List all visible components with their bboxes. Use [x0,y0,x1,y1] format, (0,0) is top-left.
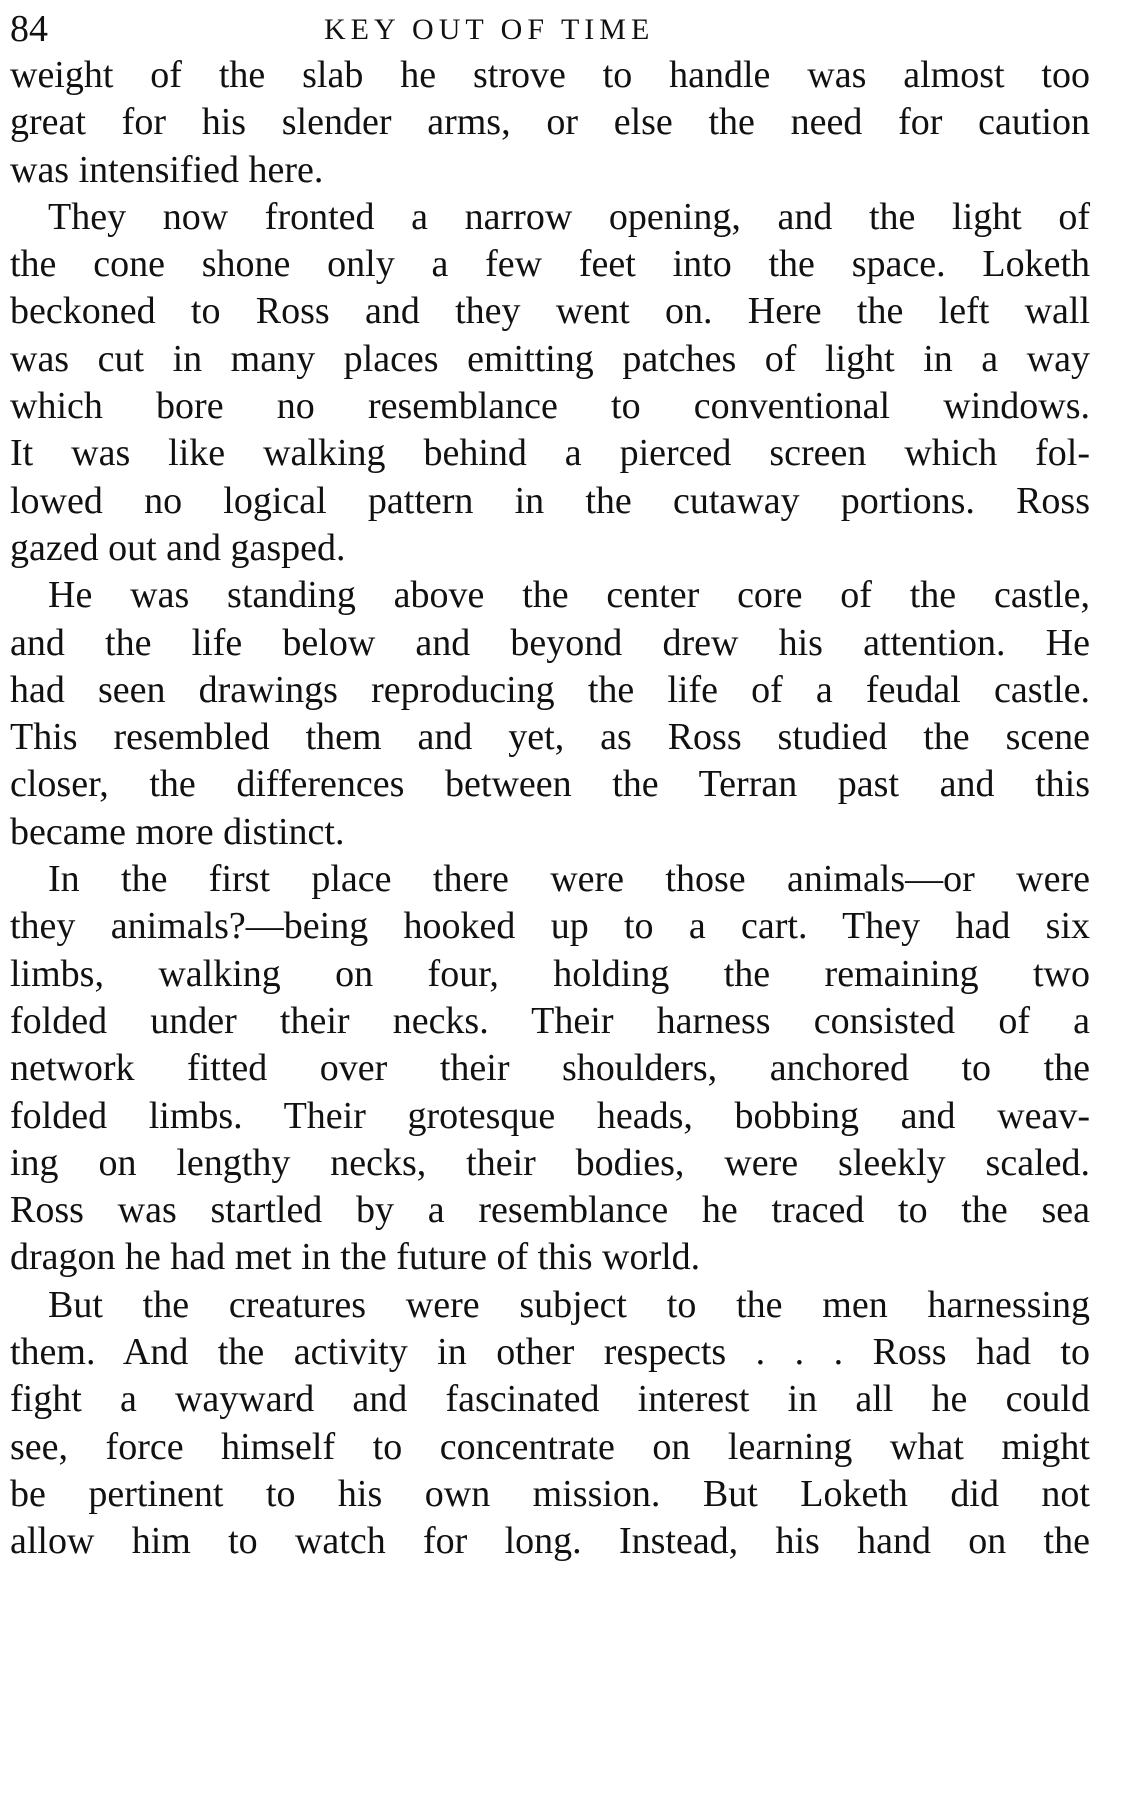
text-line: fight a wayward and fascinated interest in all he could [10,1378,1090,1421]
running-head [10,6,1090,52]
text-line: had seen drawings reproducing the life of a feudal castle. [10,668,1090,711]
text-line: closer, the differences between the Terran past and this [10,763,1090,806]
paragraph [10,52,1090,194]
text-line: they animals?—being hooked up to a cart. They had six [10,905,1090,948]
text-line: them. And the activity in other respects . . . Ross had to [10,1331,1090,1374]
text-line: It was like walking behind a pierced screen which fol- [10,432,1090,475]
text-line: But the creatures were subject to the men harnessing [48,1283,1090,1326]
page-number: 84 [10,8,48,50]
paragraph [10,194,1090,572]
paragraph [10,572,1090,856]
text-line: They now fronted a narrow opening, and the light of [48,195,1090,238]
text-line: became more distinct. [10,810,345,853]
book-page [10,6,1090,1566]
text-line: limbs, walking on four, holding the remaining two [10,952,1090,995]
text-line: gazed out and gasped. [10,526,346,569]
text-line: was intensified here. [10,148,324,191]
text-line: great for his slender arms, or else the need for caution [10,101,1090,144]
paragraph [10,1282,1090,1566]
text-line: Ross was startled by a resemblance he traced to the sea [10,1189,1090,1232]
text-line: allow him to watch for long. Instead, his hand on the [10,1520,1090,1563]
text-line: In the first place there were those animals—or were [48,858,1090,901]
book-title: KEY OUT OF TIME [324,13,655,46]
text-line: the cone shone only a few feet into the space. Loketh [10,243,1090,286]
text-line: be pertinent to his own mission. But Loketh did not [10,1472,1090,1515]
paragraph [10,856,1090,1282]
text-line: which bore no resemblance to conventional windows. [10,385,1090,428]
text-line: folded limbs. Their grotesque heads, bobbing and weav- [10,1094,1090,1137]
text-line: lowed no logical pattern in the cutaway portions. Ross [10,479,1090,522]
text-line: network fitted over their shoulders, anchored to the [10,1047,1090,1090]
text-line: folded under their necks. Their harness consisted of a [10,999,1090,1042]
text-line: This resembled them and yet, as Ross studied the scene [10,716,1090,759]
body-text [10,52,1090,1566]
text-line: dragon he had met in the future of this world. [10,1236,701,1279]
text-line: was cut in many places emitting patches of light in a way [10,337,1090,380]
text-line: weight of the slab he strove to handle was almost too [10,54,1090,96]
text-line: see, force himself to concentrate on learning what might [10,1425,1090,1468]
text-line: beckoned to Ross and they went on. Here the left wall [10,290,1090,333]
text-line: ing on lengthy necks, their bodies, were sleekly scaled. [10,1141,1090,1184]
text-line: and the life below and beyond drew his attention. He [10,621,1090,664]
text-line: He was standing above the center core of the castle, [48,574,1090,617]
